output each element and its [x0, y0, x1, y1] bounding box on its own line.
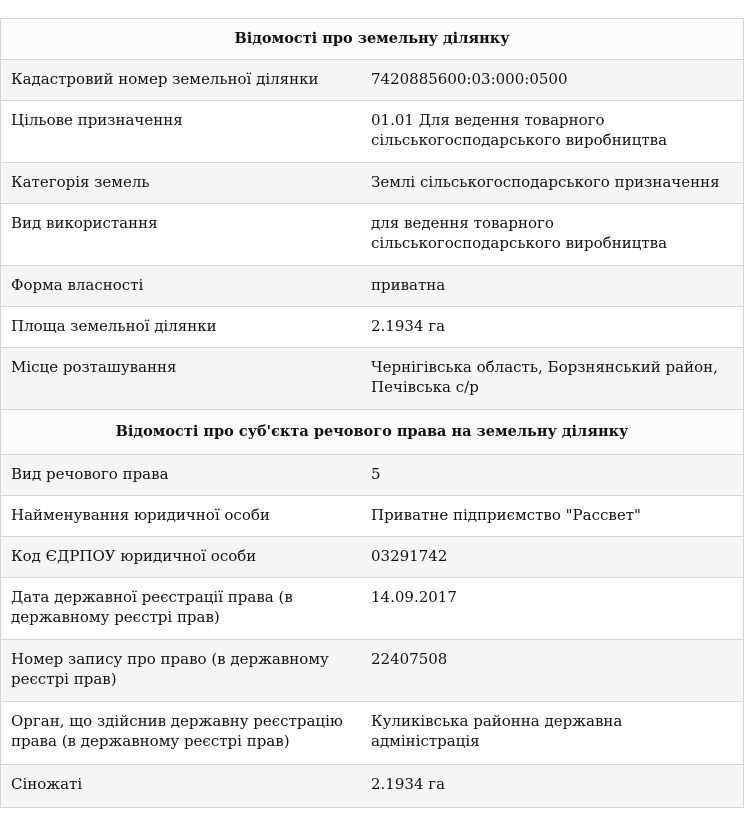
table-row [1, 765, 743, 807]
row-label: Дата державної реєстрації права (в державному реєстрі прав) [11, 588, 293, 626]
table-row [1, 702, 743, 765]
row-label: Номер запису про право (в державному реєстрі прав) [11, 650, 329, 688]
row-value: 5 [371, 465, 381, 483]
land-section-title: Відомості про земельну ділянку [1, 19, 743, 60]
table-row [1, 101, 743, 163]
table-row [1, 307, 743, 348]
table-row [1, 537, 743, 578]
row-value: 2.1934 га [371, 317, 446, 335]
rights-section-title: Відомості про суб'єкта речового права на земельну ділянку [1, 410, 743, 455]
row-label: Вид використання [11, 214, 158, 232]
row-value: 03291742 [371, 547, 448, 565]
row-value: 2.1934 га [371, 775, 446, 793]
table-row [1, 578, 743, 640]
land-record-table [0, 18, 744, 808]
row-value: Чернігівська область, Борзнянський район, Печівська с/р [371, 358, 718, 396]
table-row [1, 204, 743, 266]
row-value: Землі сільськогосподарського призначення [371, 173, 720, 191]
row-label: Код ЄДРПОУ юридичної особи [11, 547, 257, 565]
row-value: 22407508 [371, 650, 448, 668]
row-label: Площа земельної ділянки [11, 317, 217, 335]
row-value: Куликівська районна державна адміністрація [371, 712, 623, 750]
row-value: приватна [371, 276, 446, 294]
row-label: Орган, що здійснив державну реєстрацію права (в державному реєстрі прав) [11, 712, 343, 750]
row-label: Місце розташування [11, 358, 177, 376]
row-label: Цільове призначення [11, 111, 183, 129]
row-value: 7420885600:03:000:0500 [371, 70, 568, 88]
row-label: Кадастровий номер земельної ділянки [11, 70, 319, 88]
table-row [1, 348, 743, 410]
table-row [1, 266, 743, 307]
table-row [1, 640, 743, 702]
row-label: Категорія земель [11, 173, 150, 191]
row-value: Приватне підприємство "Рассвет" [371, 506, 641, 524]
row-value: 14.09.2017 [371, 588, 457, 606]
table-row [1, 455, 743, 496]
table-row [1, 163, 743, 204]
row-label: Вид речового права [11, 465, 169, 483]
table-row [1, 60, 743, 101]
row-label: Сіножаті [11, 775, 83, 793]
row-value: для ведення товарного сільськогосподарського виробництва [371, 214, 668, 252]
table-row [1, 496, 743, 537]
row-label: Найменування юридичної особи [11, 506, 270, 524]
row-value: 01.01 Для ведення товарного сільськогосподарського виробництва [371, 111, 668, 149]
row-label: Форма власності [11, 276, 144, 294]
